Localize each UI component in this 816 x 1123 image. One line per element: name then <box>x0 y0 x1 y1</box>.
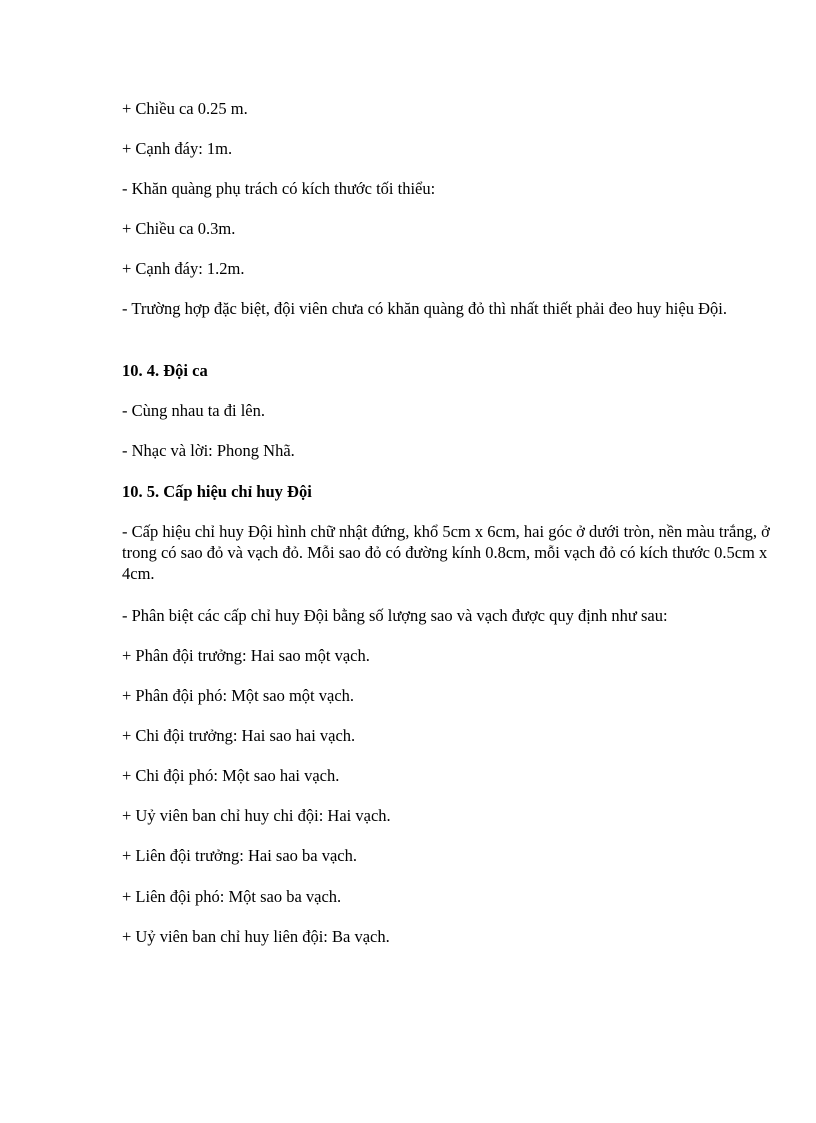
paragraph-badge-description: - Cấp hiệu chỉ huy Đội hình chữ nhật đứng, khổ 5cm x 6cm, hai góc ở dưới tròn, nền màu trắng, ở trong có sao đỏ và vạch đỏ. Mỗi sao đỏ có đường kính 0.8cm, mỗi vạch đỏ có kích thước 0.5cm x 4cm. <box>122 522 770 583</box>
paragraph-base-1m: + Cạnh đáy: 1m. <box>122 139 233 158</box>
paragraph-rank-7: + Liên đội phó: Một sao ba vạch. <box>122 887 342 906</box>
paragraph-height-025: + Chiều ca 0.25 m. <box>122 99 248 118</box>
paragraph-height-03: + Chiều ca 0.3m. <box>122 219 236 238</box>
paragraph-rank-4: + Chi đội phó: Một sao hai vạch. <box>122 766 340 785</box>
paragraph-leader-scarf-size: - Khăn quàng phụ trách có kích thước tối thiểu: <box>122 179 436 198</box>
paragraph-base-12m: + Cạnh đáy: 1.2m. <box>122 259 245 278</box>
paragraph-song-title: - Cùng nhau ta đi lên. <box>122 401 265 420</box>
paragraph-rank-distinction: - Phân biệt các cấp chỉ huy Đội bằng số lượng sao và vạch được quy định như sau: <box>122 606 668 625</box>
paragraph-rank-3: + Chi đội trưởng: Hai sao hai vạch. <box>122 726 356 745</box>
paragraph-rank-6: + Liên đội trưởng: Hai sao ba vạch. <box>122 846 357 865</box>
paragraph-rank-5: + Uỷ viên ban chỉ huy chi đội: Hai vạch. <box>122 806 391 825</box>
paragraph-rank-8: + Uỷ viên ban chỉ huy liên đội: Ba vạch. <box>122 927 390 946</box>
paragraph-song-author: - Nhạc và lời: Phong Nhã. <box>122 441 295 460</box>
heading-section-10-4: 10. 4. Đội ca <box>122 361 208 380</box>
paragraph-rank-2: + Phân đội phó: Một sao một vạch. <box>122 686 355 705</box>
heading-section-10-5: 10. 5. Cấp hiệu chỉ huy Đội <box>122 482 312 501</box>
paragraph-special-case: - Trường hợp đặc biệt, đội viên chưa có khăn quàng đỏ thì nhất thiết phải đeo huy hiệu Đội. <box>122 299 727 318</box>
paragraph-rank-1: + Phân đội trưởng: Hai sao một vạch. <box>122 646 370 665</box>
